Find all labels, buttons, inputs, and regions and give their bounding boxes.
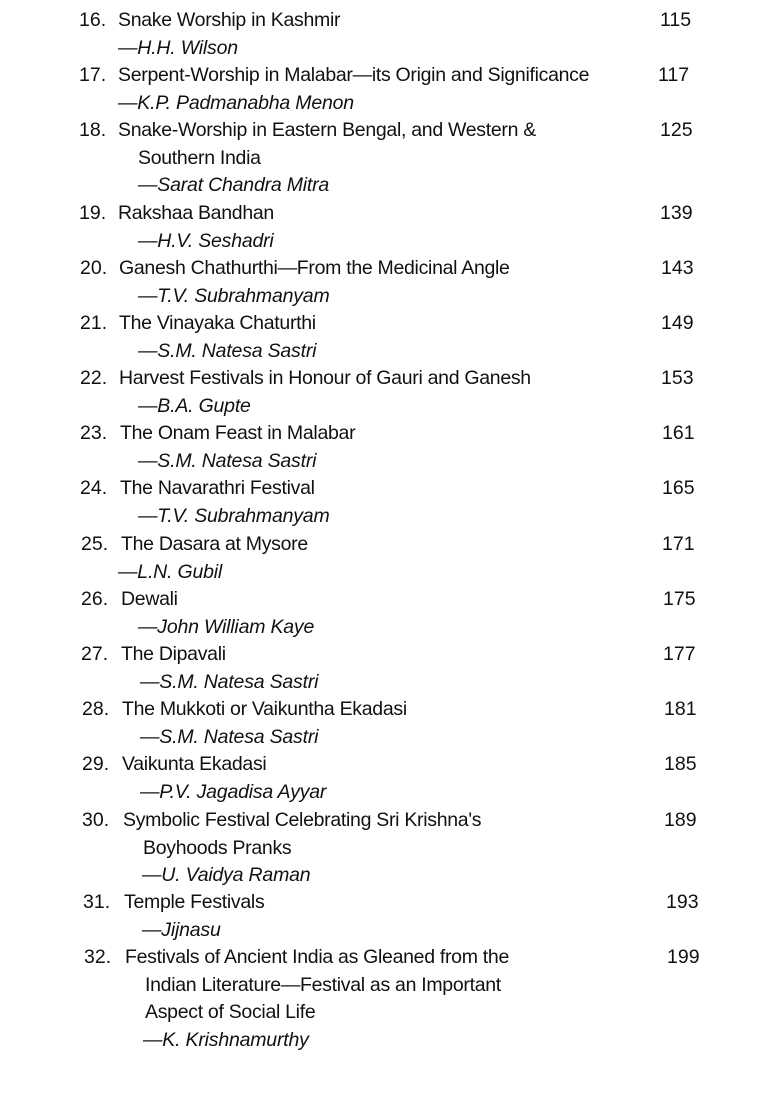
entry-author: —U. Vaidya Raman	[142, 864, 311, 886]
entry-number: 27.	[81, 643, 109, 665]
entry-number: 29.	[82, 753, 110, 775]
entry-number: 25.	[81, 533, 109, 555]
entry-author: —S.M. Natesa Sastri	[140, 725, 319, 748]
entry-title-line: Harvest Festivals in Honour of Gauri and Ganesh	[119, 367, 531, 389]
entry-number: 24.	[80, 477, 108, 499]
entry-number: 22.	[80, 367, 108, 389]
entry-number: 28.	[82, 698, 110, 720]
entry-author: —S.M. Natesa Sastri	[140, 670, 319, 693]
entry-author: —H.H. Wilson	[118, 36, 238, 59]
entry-title-line: Festivals of Ancient India as Gleaned from the	[125, 946, 509, 968]
entry-page-number: 181	[664, 698, 697, 720]
entry-number: 20.	[80, 257, 108, 279]
entry-title-line: Indian Literature—Festival as an Important	[145, 973, 501, 996]
entry-page-number: 199	[667, 946, 700, 968]
entry-page-number: 185	[664, 753, 697, 775]
entry-page-number: 149	[661, 312, 694, 334]
entry-number: 18.	[79, 119, 107, 141]
entry-title-line: The Dipavali	[121, 643, 226, 665]
entry-title-line: The Vinayaka Chaturthi	[119, 312, 316, 334]
entry-page-number: 153	[661, 367, 694, 389]
entry-page-number: 117	[658, 64, 690, 86]
entry-number: 32.	[84, 946, 112, 968]
entry-page-number: 139	[660, 202, 693, 224]
entry-author: —P.V. Jagadisa Ayyar	[140, 780, 327, 803]
entry-author: —Jijnasu	[142, 918, 221, 941]
entry-author: —H.V. Seshadri	[138, 229, 274, 252]
entry-author: —B.A. Gupte	[138, 394, 251, 417]
entry-number: 30.	[82, 809, 110, 831]
entry-title-line: The Mukkoti or Vaikuntha Ekadasi	[122, 698, 407, 720]
entry-number: 21.	[80, 312, 108, 334]
entry-author: —John William Kaye	[138, 615, 315, 638]
entry-title-line: Symbolic Festival Celebrating Sri Krishna's	[123, 809, 482, 831]
entry-number: 19.	[79, 202, 107, 224]
entry-page-number: 165	[662, 477, 695, 499]
entry-author: —S.M. Natesa Sastri	[138, 449, 317, 472]
entry-number: 23.	[80, 422, 108, 444]
entry-title-line: Ganesh Chathurthi—From the Medicinal Angle	[119, 257, 510, 279]
entry-author: —T.V. Subrahmanyam	[138, 284, 330, 307]
entry-page-number: 125	[660, 119, 693, 141]
entry-author: —Sarat Chandra Mitra	[138, 174, 330, 196]
entry-title-line: The Dasara at Mysore	[121, 533, 308, 555]
entry-title-line: Snake Worship in Kashmir	[118, 9, 341, 31]
entry-author: —K.P. Padmanabha Menon	[118, 91, 354, 114]
entry-page-number: 143	[661, 257, 694, 279]
entry-title-line: Serpent-Worship in Malabar—its Origin and Significance	[118, 64, 590, 86]
entry-number: 16.	[79, 9, 107, 31]
entry-title-line: Snake-Worship in Eastern Bengal, and Western &	[118, 119, 536, 141]
entry-author: —L.N. Gubil	[118, 560, 223, 583]
entry-title-line: The Onam Feast in Malabar	[120, 422, 356, 444]
entry-page-number: 175	[663, 588, 696, 610]
entry-author: —T.V. Subrahmanyam	[138, 504, 330, 527]
entry-page-number: 189	[664, 809, 697, 831]
entry-page-number: 171	[662, 533, 695, 555]
entry-title-line: The Navarathri Festival	[120, 477, 315, 499]
entry-title-line: Vaikunta Ekadasi	[122, 753, 267, 775]
entry-number: 17.	[79, 64, 107, 86]
entry-title-line: Aspect of Social Life	[145, 1001, 316, 1023]
entry-title-line: Southern India	[138, 146, 261, 169]
entry-page-number: 115	[660, 9, 692, 31]
entry-number: 26.	[81, 588, 109, 610]
entry-author: —S.M. Natesa Sastri	[138, 339, 317, 362]
entry-number: 31.	[83, 891, 111, 913]
entry-title-line: Boyhoods Pranks	[143, 836, 292, 859]
entry-page-number: 177	[663, 643, 696, 665]
entry-title-line: Temple Festivals	[124, 891, 265, 913]
entry-author: —K. Krishnamurthy	[143, 1028, 309, 1051]
entry-title-line: Rakshaa Bandhan	[118, 202, 274, 224]
entry-title-line: Dewali	[121, 588, 178, 610]
entry-page-number: 161	[662, 422, 695, 444]
entry-page-number: 193	[666, 891, 699, 913]
